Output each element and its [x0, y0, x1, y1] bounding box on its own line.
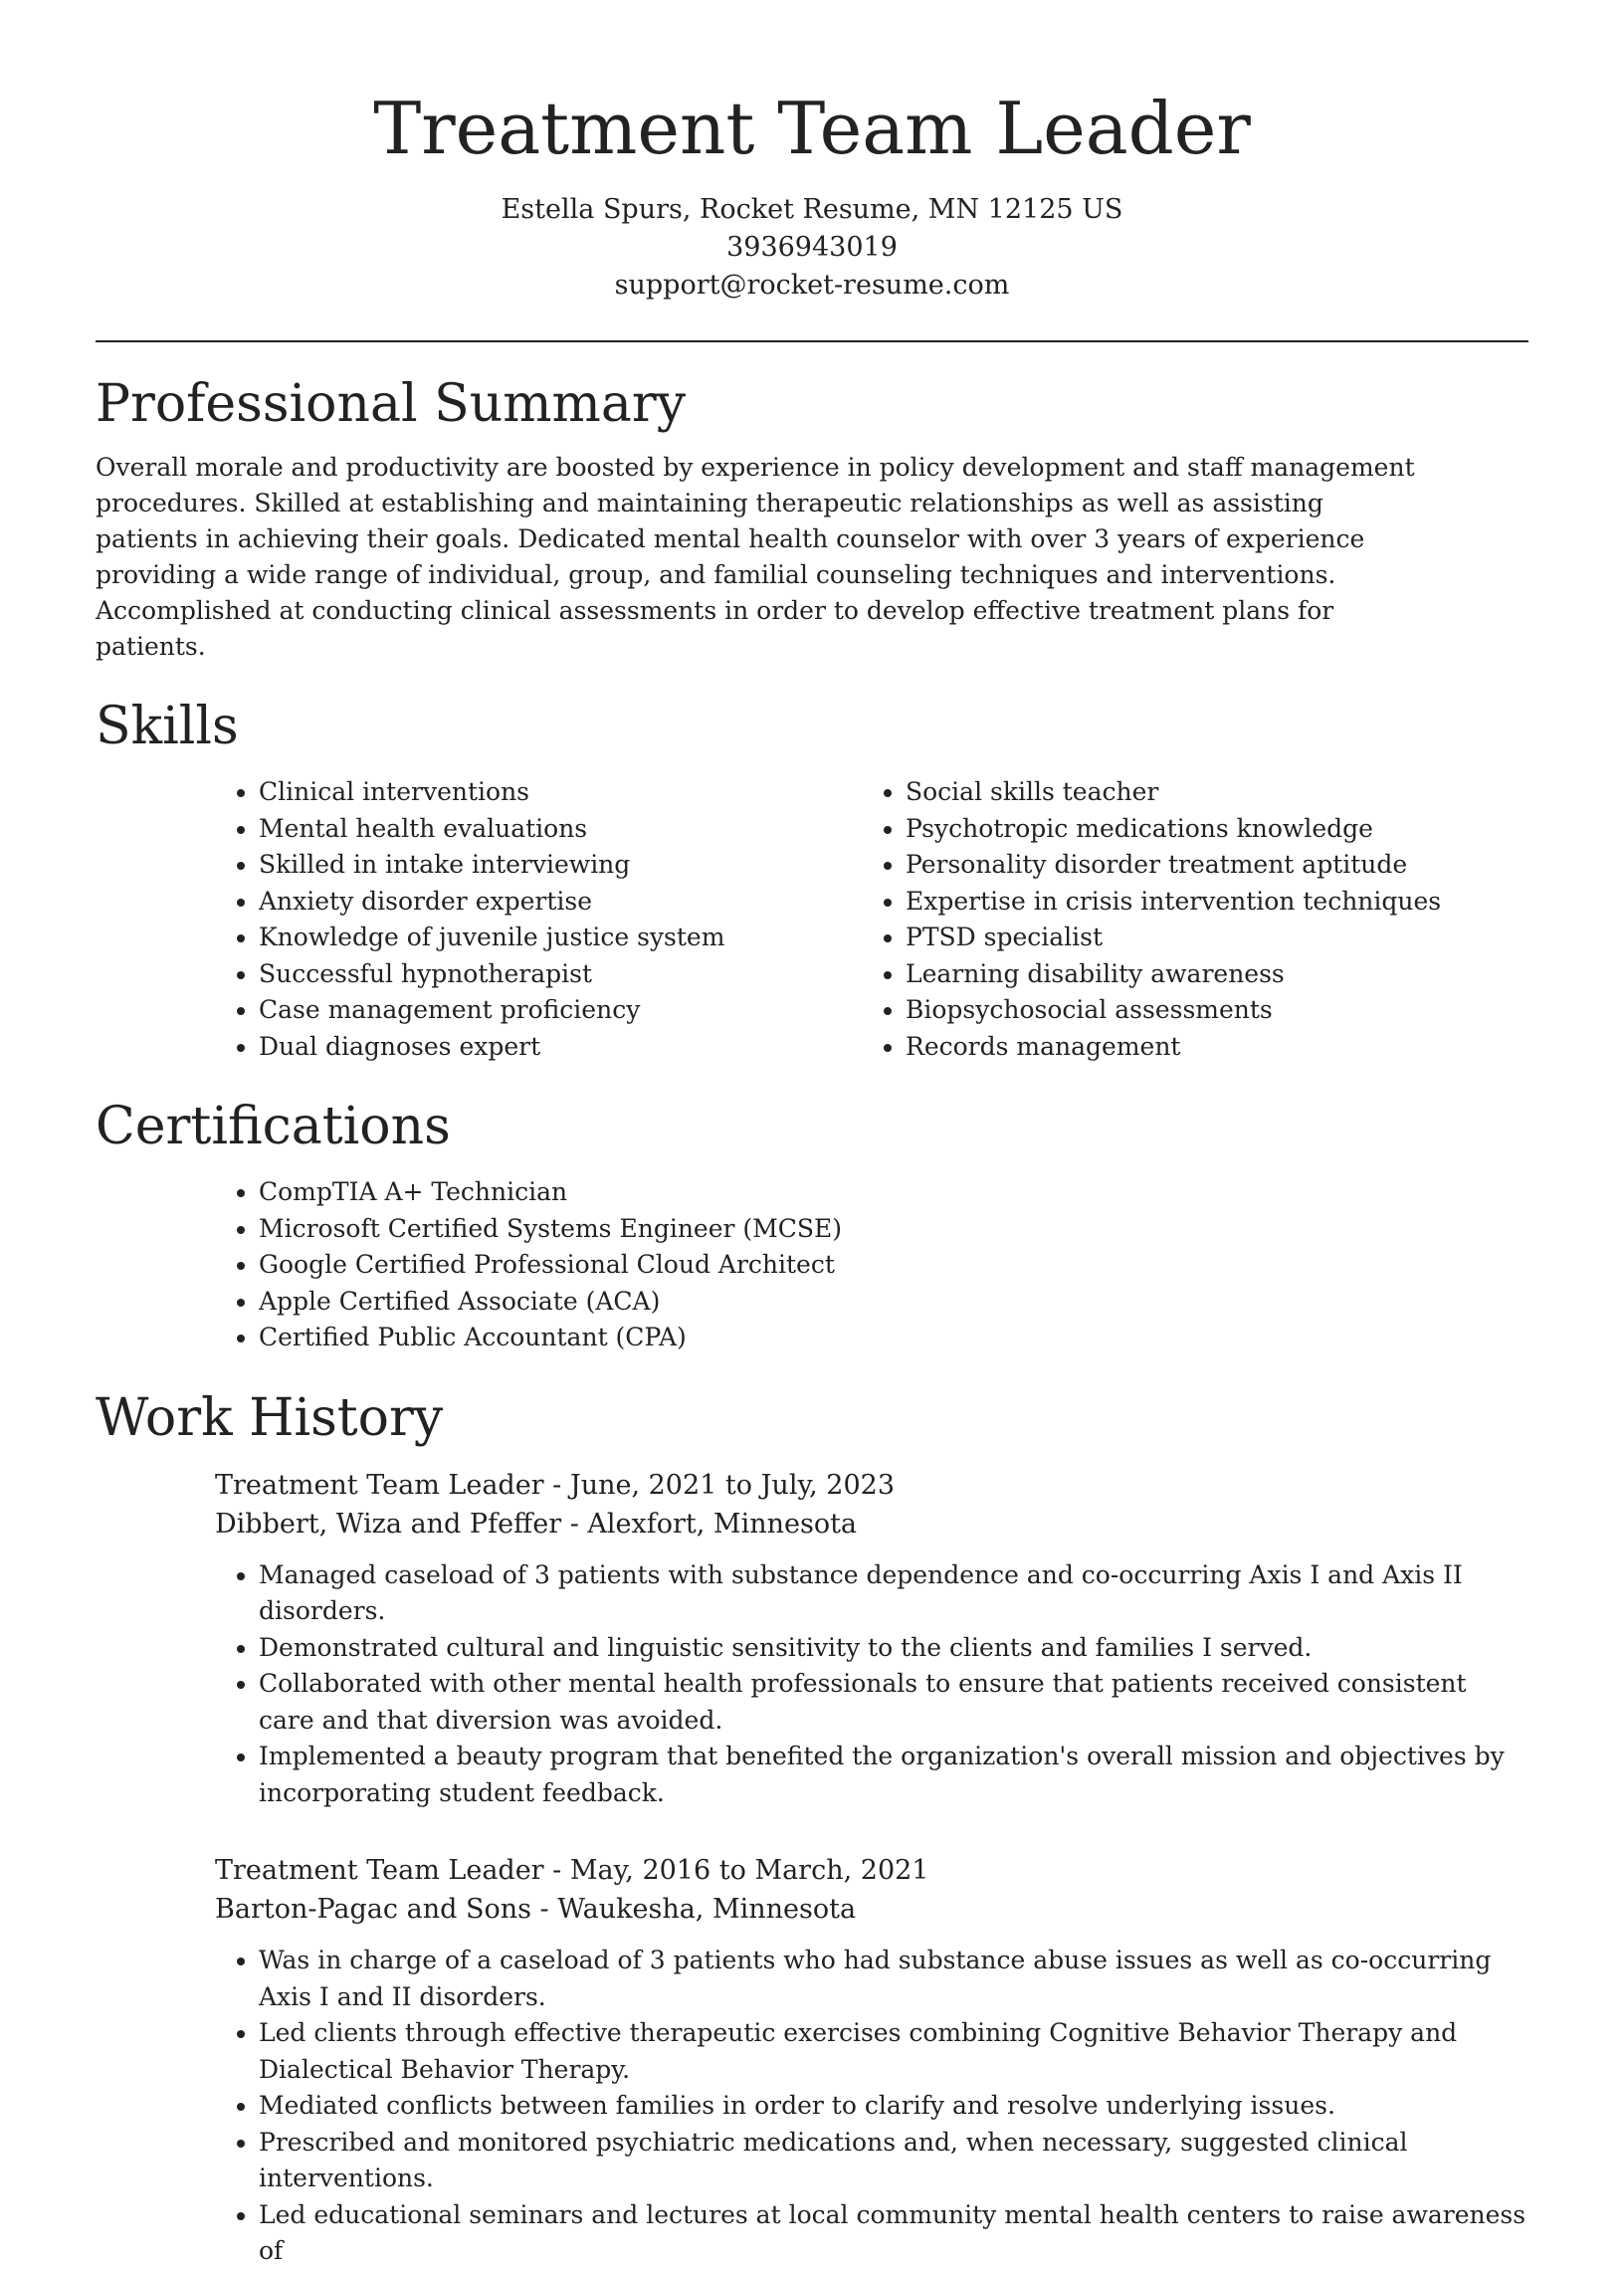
skills-column-right	[862, 774, 1509, 1065]
job-entry	[215, 1851, 1528, 2270]
skill-item: • Records management	[906, 1029, 1509, 1066]
certification-item: • Microsoft Certified Systems Engineer (MCSE)	[259, 1211, 1528, 1248]
job-bullet: • Mediated conflicts between families in order to clarify and resolve underlying issues.	[259, 2088, 1528, 2125]
certifications-section	[96, 1093, 1528, 1356]
certification-item: • Apple Certified Associate (ACA)	[259, 1284, 1528, 1321]
skill-item: • Skilled in intake interviewing	[259, 847, 862, 884]
skill-item: • Anxiety disorder expertise	[259, 884, 862, 921]
summary-text: Overall morale and productivity are boosted by experience in policy development and staff management procedures. Skilled at establishing and maintaining therapeutic relationships as well as assisting patients in achieving their goals. Dedicated mental health counselor with over 3 years of experience providing a wide range of individual, group, and familial counseling techniques and interventions. Accomplished at conducting clinical assessments in order to develop effective treatment plans for patients.	[96, 453, 1415, 661]
skill-item: • Knowledge of juvenile justice system	[259, 920, 862, 956]
skill-item: • PTSD specialist	[906, 920, 1509, 956]
contact-email: support@rocket-resume.com	[614, 270, 1010, 301]
resume-header	[0, 0, 1624, 305]
skills-section	[96, 693, 1528, 1065]
job-bullets-wrap	[215, 1557, 1528, 1812]
skill-item: • Social skills teacher	[906, 774, 1509, 811]
job-bullets	[215, 1943, 1528, 2270]
skill-item: • Clinical interventions	[259, 774, 862, 811]
job-bullets	[215, 1557, 1528, 1812]
skill-item: • Successful hypnotherapist	[259, 956, 862, 993]
skill-item: • Biopsychosocial assessments	[906, 992, 1509, 1029]
skill-item: • Learning disability awareness	[906, 956, 1509, 993]
certifications-wrap	[215, 1174, 1528, 1356]
skills-heading: Skills	[96, 697, 239, 756]
job-company-line: Barton-Pagac and Sons - Waukesha, Minnesota	[215, 1894, 857, 1925]
skills-list-left	[215, 774, 862, 1065]
skills-columns	[215, 774, 1528, 1065]
skill-item: • Expertise in crisis intervention techniques	[906, 884, 1509, 921]
skills-list-right	[862, 774, 1509, 1065]
job-bullet: • Prescribed and monitored psychiatric medications and, when necessary, suggested clinical interventions.	[259, 2125, 1528, 2197]
certification-item: • CompTIA A+ Technician	[259, 1174, 1528, 1211]
job-bullets-wrap	[215, 1943, 1528, 2270]
contact-address: Estella Spurs, Rocket Resume, MN 12125 US	[501, 194, 1123, 225]
skill-item: • Mental health evaluations	[259, 811, 862, 848]
job-bullet: • Demonstrated cultural and linguistic sensitivity to the clients and families I served.	[259, 1630, 1528, 1667]
summary-section	[96, 370, 1528, 665]
certifications-list	[215, 1174, 1528, 1356]
skill-item: • Psychotropic medications knowledge	[906, 811, 1509, 848]
job-bullet: • Led clients through effective therapeutic exercises combining Cognitive Behavior Therapy and Dialectical Behavior Therapy.	[259, 2015, 1528, 2088]
job-company-line: Dibbert, Wiza and Pfeffer - Alexfort, Minnesota	[215, 1508, 858, 1540]
summary-heading: Professional Summary	[96, 374, 687, 434]
certifications-heading: Certifications	[96, 1097, 451, 1156]
certification-item: • Google Certified Professional Cloud Architect	[259, 1247, 1528, 1284]
job-bullet: • Managed caseload of 3 patients with substance dependence and co-occurring Axis I and Axis II disorders.	[259, 1557, 1528, 1630]
resume-title: Treatment Team Leader	[373, 87, 1251, 170]
certification-item: • Certified Public Accountant (CPA)	[259, 1320, 1528, 1356]
job-title-line: Treatment Team Leader - May, 2016 to March, 2021	[215, 1855, 929, 1886]
job-title-line: Treatment Team Leader - June, 2021 to July, 2023	[215, 1469, 896, 1501]
skills-column-left	[215, 774, 862, 1065]
job-entry	[215, 1466, 1528, 1812]
resume-body	[96, 370, 1528, 2270]
job-bullet: • Collaborated with other mental health professionals to ensure that patients received consistent care and that diversion was avoided.	[259, 1666, 1528, 1739]
header-divider	[96, 340, 1528, 342]
job-bullet: • Led educational seminars and lectures at local community mental health centers to raise awareness of	[259, 2197, 1528, 2270]
contact-phone: 3936943019	[726, 232, 898, 263]
skill-item: • Personality disorder treatment aptitude	[906, 847, 1509, 884]
skill-item: • Case management proficiency	[259, 992, 862, 1029]
work-history-heading: Work History	[96, 1387, 444, 1448]
work-history-section	[96, 1384, 1528, 2270]
contact-block	[0, 191, 1624, 305]
job-bullet: • Was in charge of a caseload of 3 patients who had substance abuse issues as well as co-occurring Axis I and II disorders.	[259, 1943, 1528, 2015]
skill-item: • Dual diagnoses expert	[259, 1029, 862, 1066]
job-bullet: • Implemented a beauty program that benefited the organization's overall mission and objectives by incorporating student feedback.	[259, 1739, 1528, 1811]
